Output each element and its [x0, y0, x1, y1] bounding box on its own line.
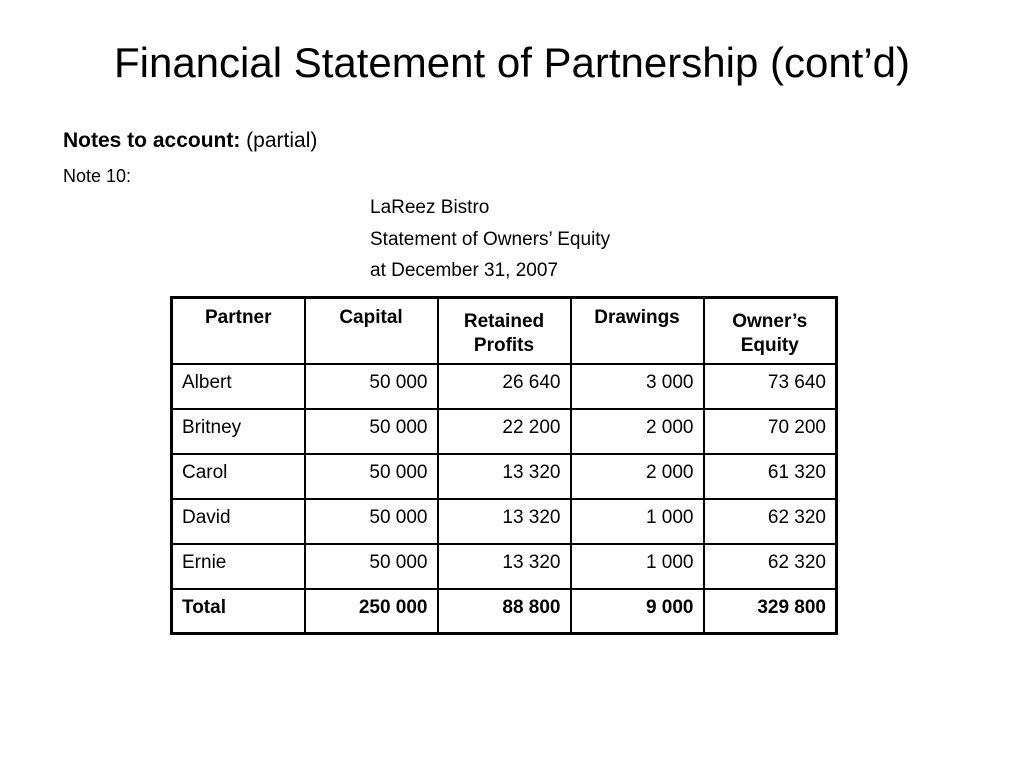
- cell-owners-equity: 62 320: [704, 499, 837, 544]
- notes-heading-suffix: (partial): [240, 129, 318, 152]
- statement-company: LaReez Bistro: [370, 197, 490, 218]
- total-drawings: 9 000: [571, 589, 704, 634]
- cell-partner: Carol: [172, 454, 305, 499]
- cell-drawings: 3 000: [571, 364, 704, 409]
- cell-drawings: 1 000: [571, 544, 704, 589]
- cell-capital: 50 000: [305, 454, 438, 499]
- cell-drawings: 1 000: [571, 499, 704, 544]
- table-row: [172, 364, 837, 409]
- table-row: [172, 409, 837, 454]
- cell-capital: 50 000: [305, 364, 438, 409]
- notes-heading-label: Notes to account:: [63, 129, 241, 152]
- cell-owners-equity: 62 320: [704, 544, 837, 589]
- column-header-drawings: Drawings: [571, 298, 704, 364]
- table-row: [172, 544, 837, 589]
- total-retained-profits: 88 800: [438, 589, 571, 634]
- table-total-row: [172, 589, 837, 634]
- cell-owners-equity: 70 200: [704, 409, 837, 454]
- cell-partner: David: [172, 499, 305, 544]
- cell-capital: 50 000: [305, 499, 438, 544]
- note-number: Note 10:: [63, 166, 132, 186]
- cell-retained-profits: 13 320: [438, 499, 571, 544]
- cell-capital: 50 000: [305, 409, 438, 454]
- cell-retained-profits: 13 320: [438, 544, 571, 589]
- total-label: Total: [172, 589, 305, 634]
- slide-title: Financial Statement of Partnership (cont’d): [113, 39, 911, 86]
- table-header-row: [172, 298, 837, 364]
- table-row: [172, 454, 837, 499]
- cell-partner: Britney: [172, 409, 305, 454]
- cell-partner: Albert: [172, 364, 305, 409]
- total-owners-equity: 329 800: [704, 589, 837, 634]
- cell-retained-profits: 22 200: [438, 409, 571, 454]
- column-header-retained-profits: Retained Profits: [438, 298, 571, 364]
- table-row: [172, 499, 837, 544]
- cell-owners-equity: 61 320: [704, 454, 837, 499]
- column-header-partner: Partner: [172, 298, 305, 364]
- cell-retained-profits: 13 320: [438, 454, 571, 499]
- owners-equity-table: [170, 296, 838, 635]
- cell-capital: 50 000: [305, 544, 438, 589]
- cell-drawings: 2 000: [571, 454, 704, 499]
- column-header-owners-equity: Owner’s Equity: [704, 298, 837, 364]
- notes-heading: [63, 127, 317, 155]
- cell-drawings: 2 000: [571, 409, 704, 454]
- total-capital: 250 000: [305, 589, 438, 634]
- cell-retained-profits: 26 640: [438, 364, 571, 409]
- cell-owners-equity: 73 640: [704, 364, 837, 409]
- column-header-capital: Capital: [305, 298, 438, 364]
- statement-title: Statement of Owners’ Equity: [370, 229, 611, 250]
- cell-partner: Ernie: [172, 544, 305, 589]
- statement-date: at December 31, 2007: [370, 260, 559, 281]
